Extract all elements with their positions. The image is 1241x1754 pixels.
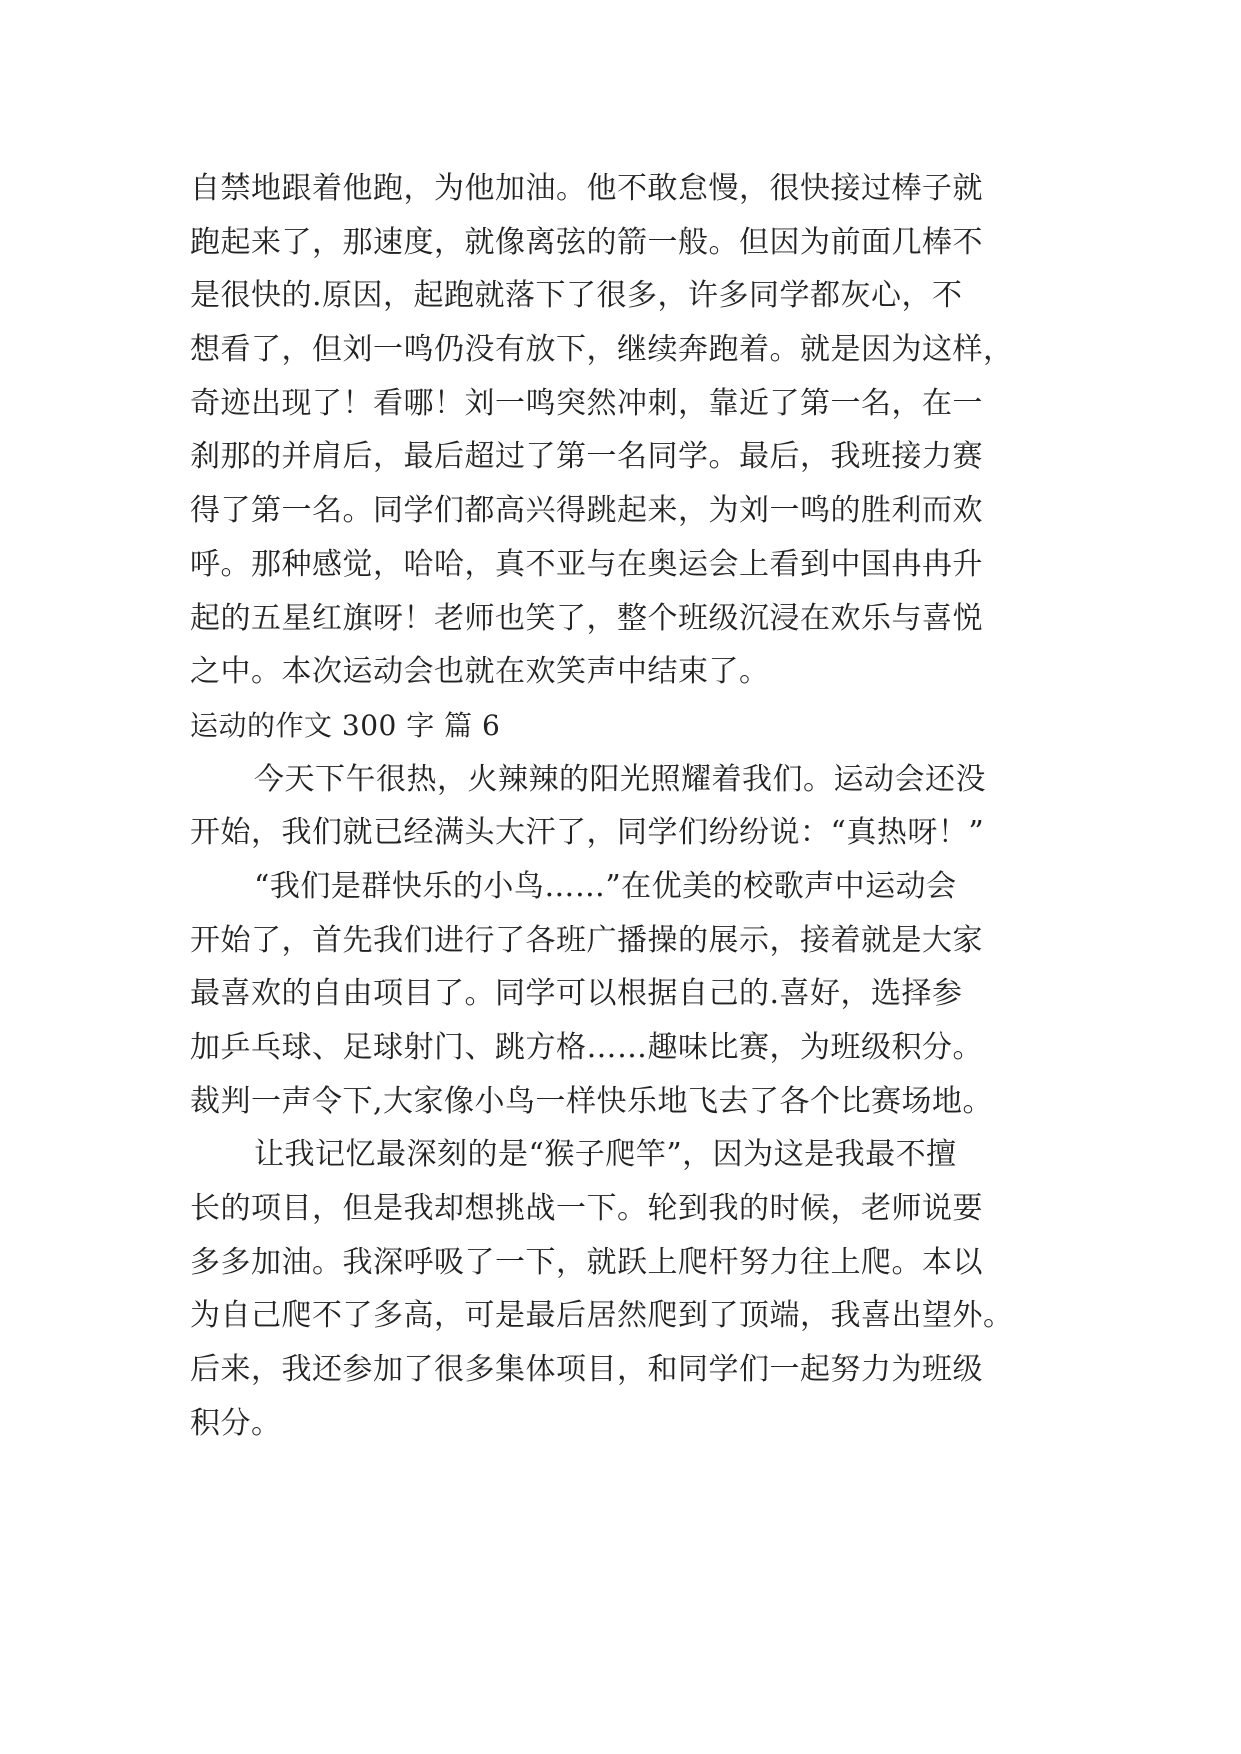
text-line: 积分。 bbox=[190, 1405, 282, 1441]
text-line: 多多加油。我深呼吸了一下，就跃上爬杆努力往上爬。本以 bbox=[190, 1244, 983, 1280]
text-line: 之中。本次运动会也就在欢笑声中结束了。 bbox=[190, 654, 770, 690]
text-line: 想看了，但刘一鸣仍没有放下，继续奔跑着。就是因为这样， bbox=[190, 332, 1014, 368]
text-line: 裁判一声令下,大家像小鸟一样快乐地飞去了各个比赛场地。 bbox=[190, 1083, 994, 1119]
text-line: 奇迹出现了！看哪！刘一鸣突然冲刺，靠近了第一名，在一 bbox=[190, 385, 983, 421]
text-line: 最喜欢的自由项目了。同学可以根据自己的.喜好，选择参 bbox=[190, 976, 963, 1012]
text-line: 长的项目，但是我却想挑战一下。轮到我的时候，老师说要 bbox=[190, 1191, 983, 1227]
paragraph-first-line: “我们是群快乐的小鸟……”在优美的校歌声中运动会 bbox=[254, 868, 957, 904]
text-line: 为自己爬不了多高，可是最后居然爬到了顶端，我喜出望外。 bbox=[190, 1298, 1014, 1334]
text-line: 得了第一名。同学们都高兴得跳起来，为刘一鸣的胜利而欢 bbox=[190, 493, 983, 529]
essay-body bbox=[190, 162, 1070, 1451]
paragraph-first-line: 今天下午很热，火辣辣的阳光照耀着我们。运动会还没 bbox=[254, 761, 986, 797]
section-heading: 运动的作文 300 字 篇 6 bbox=[190, 708, 501, 742]
text-line: 后来，我还参加了很多集体项目，和同学们一起努力为班级 bbox=[190, 1352, 983, 1388]
text-line: 自禁地跟着他跑，为他加油。他不敢怠慢，很快接过棒子就 bbox=[190, 171, 983, 206]
text-line: 起的五星红旗呀！老师也笑了，整个班级沉浸在欢乐与喜悦 bbox=[190, 600, 983, 636]
text-line: 开始了，首先我们进行了各班广播操的展示，接着就是大家 bbox=[190, 922, 983, 958]
text-line: 开始，我们就已经满头大汗了，同学们纷纷说：“真热呀！” bbox=[190, 815, 985, 851]
text-line: 呼。那种感觉，哈哈，真不亚与在奥运会上看到中国冉冉升 bbox=[190, 546, 983, 582]
text-line: 是很快的.原因，起跑就落下了很多，许多同学都灰心，不 bbox=[190, 278, 963, 314]
text-line: 加乒乓球、足球射门、跳方格……趣味比赛，为班级积分。 bbox=[190, 1030, 983, 1065]
paragraph-first-line: 让我记忆最深刻的是“猴子爬竿”，因为这是我最不擅 bbox=[254, 1137, 957, 1173]
text-line: 刹那的并肩后，最后超过了第一名同学。最后，我班接力赛 bbox=[190, 439, 983, 475]
text-line: 跑起来了，那速度，就像离弦的箭一般。但因为前面几棒不 bbox=[190, 224, 983, 260]
